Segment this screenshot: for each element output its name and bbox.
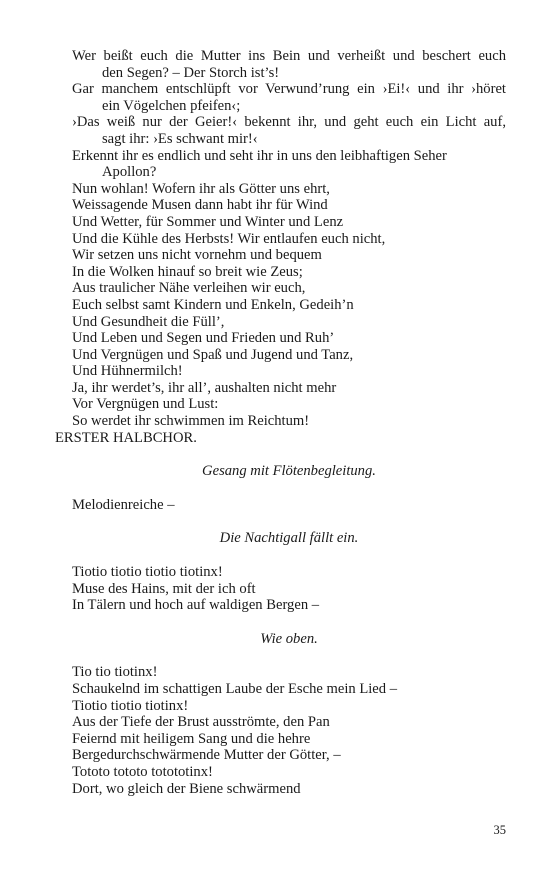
verse-line: ›Das weiß nur der Geier!‹ bekennt ihr, und geht euch ein Licht auf, — [72, 114, 506, 131]
verse-line: Vor Vergnügen und Lust: — [72, 396, 219, 413]
verse-line: Aus traulicher Nähe verleihen wir euch, — [72, 280, 306, 297]
verse-line: Muse des Hains, mit der ich oft — [72, 580, 256, 597]
verse-line: Dort, wo gleich der Biene schwärmend — [72, 780, 301, 797]
verse-line: Wer beißt euch die Mutter ins Bein und verheißt und beschert euch — [72, 48, 506, 64]
stage-direction: Gesang mit Flötenbegleitung. — [202, 463, 376, 480]
verse-line: Melodienreiche – — [72, 496, 175, 513]
speaker-label: ERSTER HALBCHOR. — [55, 429, 197, 446]
verse-line-continuation: den Segen? – Der Storch ist’s! — [102, 64, 280, 81]
verse-line: Erkennt ihr es endlich und seht ihr in uns den leibhaftigen Seher — [72, 147, 447, 164]
verse-line-continuation: ein Vögelchen pfeifen‹; — [102, 97, 241, 114]
verse-line: Tiotio tiotio tiotio tiotinx! — [72, 564, 223, 581]
verse-line: Wir setzen uns nicht vornehm und bequem — [72, 247, 322, 264]
verse-line: In die Wolken hinauf so breit wie Zeus; — [72, 263, 303, 280]
verse-line: Aus der Tiefe der Brust ausströmte, den Pan — [72, 714, 330, 731]
verse-line: Und Hühnermilch! — [72, 363, 183, 380]
verse-line: Tototo tototo totototinx! — [72, 763, 213, 780]
page-number: 35 — [493, 823, 506, 837]
verse-line: Euch selbst samt Kindern und Enkeln, Gedeih’n — [72, 296, 354, 313]
verse-line: Tio tio tiotinx! — [72, 664, 158, 681]
verse-line: In Tälern und hoch auf waldigen Bergen – — [72, 597, 320, 614]
verse-line: Feiernd mit heiligem Sang und die hehre — [72, 730, 311, 747]
stage-direction: Wie oben. — [260, 630, 318, 647]
verse-line: Nun wohlan! Wofern ihr als Götter uns ehrt, — [72, 180, 330, 197]
verse-line: So werdet ihr schwimmen im Reichtum! — [72, 413, 310, 430]
verse-line-continuation: Apollon? — [102, 164, 157, 181]
verse-line: Und Leben und Segen und Frieden und Ruh’ — [72, 330, 335, 347]
verse-text — [55, 48, 506, 797]
verse-line: Bergedurchschwärmende Mutter der Götter, – — [72, 747, 341, 764]
verse-line: Schaukelnd im schattigen Laube der Esche mein Lied – — [72, 681, 398, 697]
verse-line: Und die Kühle des Herbsts! Wir entlaufen euch nicht, — [72, 230, 386, 247]
verse-line: Gar manchem entschlüpft vor Verwund’rung ein ›Ei!‹ und ihr ›höret — [72, 81, 506, 98]
verse-line: Und Wetter, für Sommer und Winter und Lenz — [72, 213, 344, 230]
verse-line: Weissagende Musen dann habt ihr für Wind — [72, 197, 328, 214]
verse-line: Tiotio tiotio tiotinx! — [72, 697, 189, 714]
verse-line: Und Vergnügen und Spaß und Jugend und Tanz, — [72, 346, 354, 363]
stage-direction: Die Nachtigall fällt ein. — [219, 530, 359, 547]
verse-line: Und Gesundheit die Füll’, — [72, 313, 225, 330]
verse-line: Ja, ihr werdet’s, ihr all’, aushalten nicht mehr — [72, 379, 337, 396]
verse-line-continuation: sagt ihr: ›Es schwant mir!‹ — [102, 130, 258, 147]
